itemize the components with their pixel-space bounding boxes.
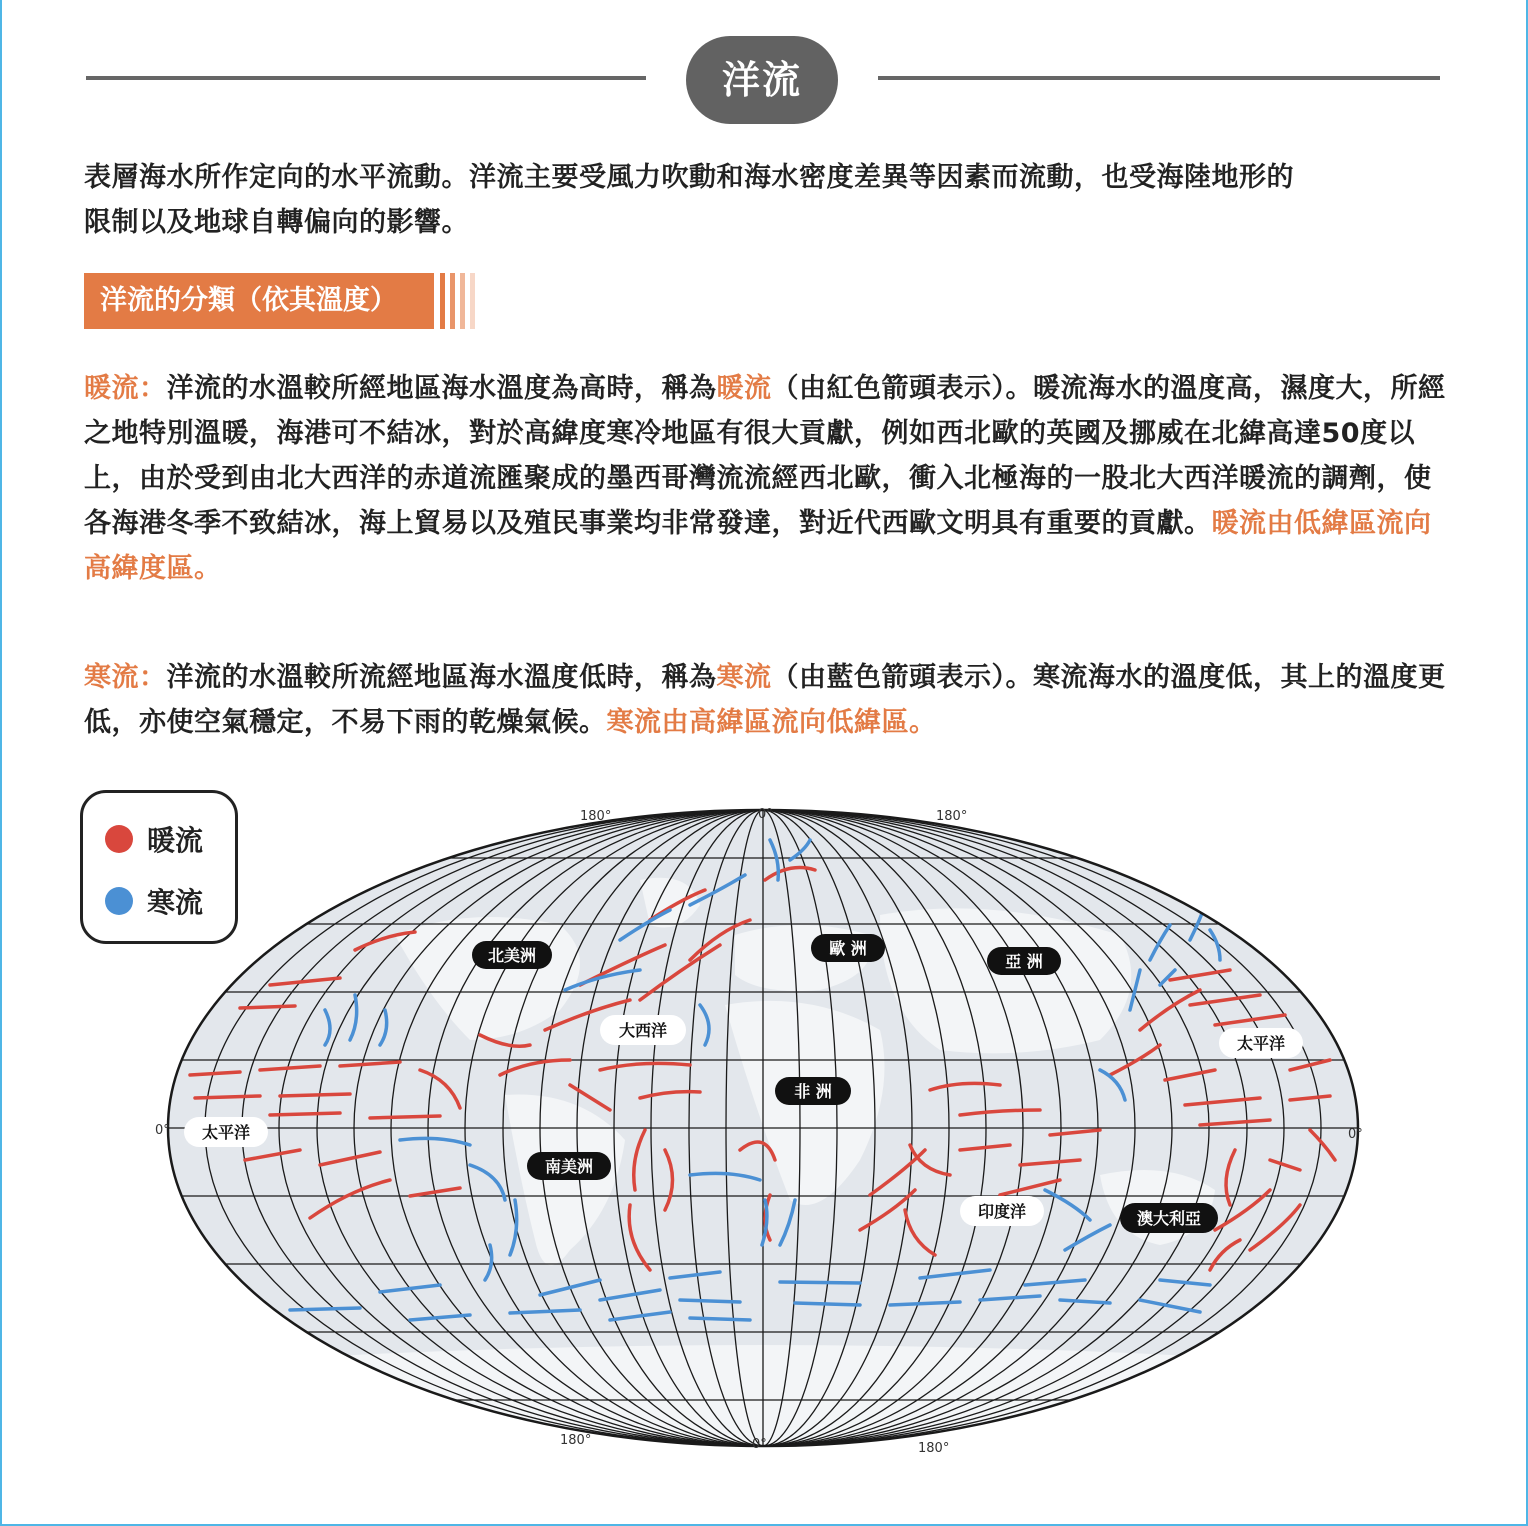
europe-label: 歐 洲 [829,939,867,958]
warm-colon: ： [139,373,167,404]
warm-term-inline: 暖流 [716,373,772,404]
legend-label-warm: 暖流 [147,824,204,857]
degree-label-bottom-center: 0° [752,1437,767,1452]
label-north-america [472,941,552,969]
cold-current-arrow [290,1308,360,1310]
pacific-left-label: 太平洋 [201,1123,251,1142]
label-south-america [527,1152,611,1180]
asia-label: 亞 洲 [1005,952,1043,971]
cold-current-arrow [795,1303,860,1305]
indian-ocean-label: 印度洋 [977,1202,1027,1221]
cold-current-arrow [680,1300,740,1302]
label-australia [1120,1203,1218,1233]
warm-current-arrow [270,1113,340,1115]
pacific-right-label: 太平洋 [1236,1034,1286,1053]
label-pacific-left [184,1117,268,1147]
degree-label-top-right: 180° [936,809,968,824]
label-atlantic [600,1015,686,1045]
warm-current-arrow [370,1116,440,1118]
degree-label-bottom-right: 180° [918,1441,950,1456]
cold-text-1: 洋流的水溫較所流經地區海水溫度低時，稱為 [166,662,717,693]
warm-current-arrow [195,1096,260,1098]
warm-text-1: 洋流的水溫較所經地區海水溫度為高時，稱為 [166,373,717,404]
degree-label-right: 0° [1348,1127,1363,1142]
warm-current-arrow [280,1094,350,1096]
australia-label: 澳大利亞 [1136,1209,1202,1228]
label-europe [811,934,885,962]
degree-label-top-center: 0° [758,807,773,822]
warm-text-2: （由紅色箭頭表示）。暖流海水的溫度高，濕度大，所經之地特別溫暖，海港可不結冰，對於高緯度寒冷地區有很大貢獻，例如西北歐的英國及挪威在北緯高達50度以上，由於受到由北大西洋的赤道流匯聚成的墨西哥灣流流經西北歐，衝入北極海的一股北大西洋暖流的調劑，使各海港冬季不致結冰，海上貿易以及殖民事業均非常發達，對近代西歐文明具有重要的貢獻。 [84,373,1446,539]
intro-line-2: 限制以及地球自轉偏向的影響。 [84,207,469,238]
warm-current-arrow [240,1006,295,1008]
cold-highlight: 寒流由高緯區流向低緯區。 [606,707,937,738]
label-pacific-right [1219,1028,1303,1058]
cold-term: 寒流 [84,662,139,693]
legend-label-cold: 寒流 [147,886,204,919]
section-heading: 洋流的分類（依其溫度） [84,273,434,329]
label-africa [775,1077,851,1105]
africa-label: 非 洲 [794,1082,832,1101]
label-indian-ocean [960,1196,1044,1226]
cold-text-2: （由藍色箭頭表示）。寒流海水的溫度低，其上的溫度更低，亦使空氣穩定，不易下雨的乾燥氣候。 [84,662,1446,738]
warm-highlight: 暖流由低緯區流向高緯度區。 [84,508,1432,584]
label-asia [987,947,1061,975]
degree-label-left: 0° [155,1123,170,1138]
warm-term: 暖流 [84,373,139,404]
degree-label-top-left: 180° [580,809,612,824]
south-america-label: 南美洲 [544,1157,594,1176]
page-title: 洋流 [686,36,838,124]
cold-colon: ： [139,662,167,693]
cold-current-arrow [780,1282,860,1283]
cold-term-inline: 寒流 [716,662,772,693]
intro-line-1: 表層海水所作定向的水平流動。洋流主要受風力吹動和海水密度差異等因素而流動，也受海陸地形的 [84,162,1294,193]
cold-current-arrow [690,1318,750,1320]
north-america-label: 北美洲 [487,946,537,965]
atlantic-label: 大西洋 [618,1021,668,1040]
degree-label-bottom-left: 180° [560,1433,592,1448]
